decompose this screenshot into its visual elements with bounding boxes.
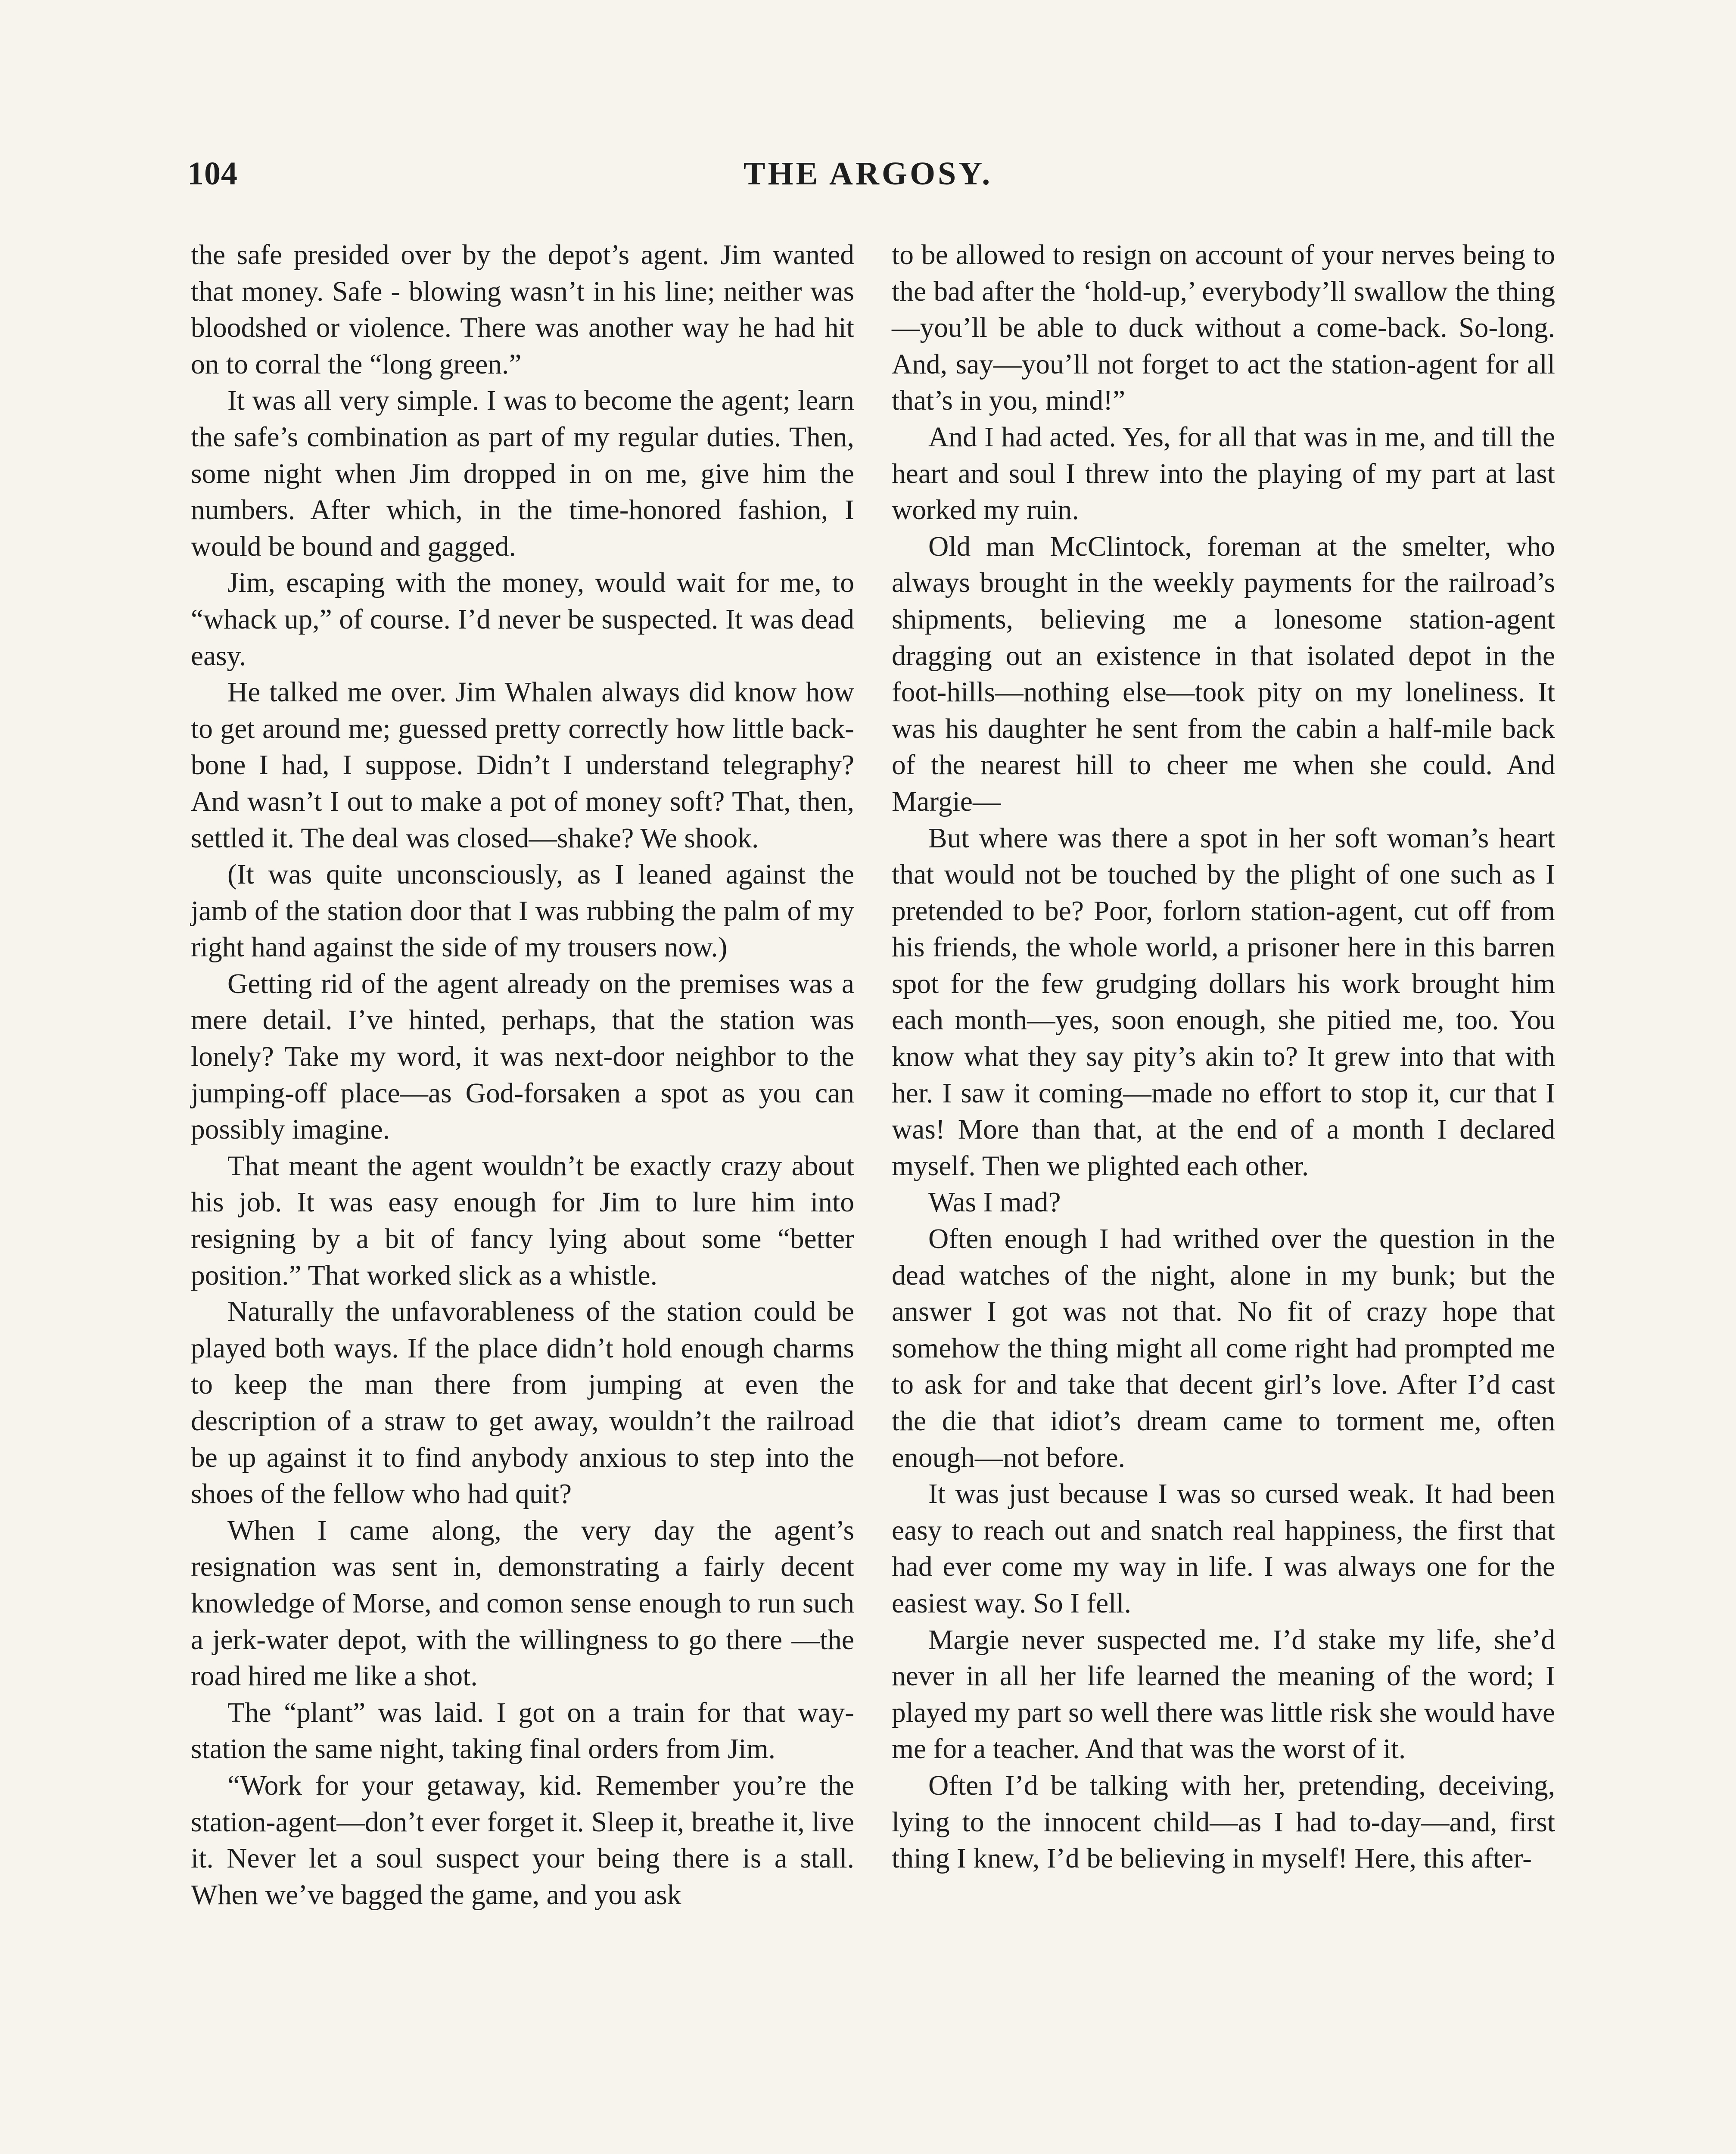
paragraph: It was all very simple. I was to become the agent; learn the safe’s combination as part of my regular duties. Then, some night when Jim dropped in on me, give him the numbers. After which, in the time-honored fashion, I would be bound and gagged. — [191, 385, 854, 562]
paragraph: Margie never suspected me. I’d stake my life, she’d never in all her life learned the meaning of the word; I played my part so well there was little risk she would have me for a teacher. And that was the worst of it. — [892, 1624, 1555, 1765]
paragraph: (It was quite unconsciously, as I leaned against the jamb of the station door that I was rubbing the palm of my right hand against the side of my trousers now.) — [191, 859, 854, 963]
paragraph: Naturally the unfavorableness of the station could be played both ways. If the place didn’t hold enough charms to keep the man there from jumping at even the description of a straw to get away, wouldn’t the railroad be up against it to find anybody anxious to step into the shoes of the fellow who had quit? — [191, 1296, 854, 1510]
paragraph: Getting rid of the agent already on the premises was a mere detail. I’ve hinted, perhaps, that the station was lonely? Take my word, it was next-door neighbor to the jumping-off place—as God-forsaken a spot as you can possibly imagine. — [191, 968, 854, 1145]
paragraph: Often I’d be talking with her, pretending, deceiving, lying to the innocent child—as I had to-day—and, first thing I knew, I’d be believing in myself! Here, this after- — [892, 1770, 1555, 1874]
paragraph: Often enough I had writhed over the question in the dead watches of the night, alone in my bunk; but the answer I got was not that. No fit of crazy hope that somehow the thing might all come right had prompted me to ask for and take that decent girl’s love. After I’d cast the die that idiot’s dream came to torment me, often enough—not before. — [892, 1223, 1555, 1473]
paragraph: Jim, escaping with the money, would wait for me, to “whack up,” of course. I’d never be suspected. It was dead easy. — [191, 567, 854, 672]
paragraph: to be allowed to resign on account of your nerves being to the bad after the ‘hold-up,’ everybody’ll swallow the thing—you’ll be able to duck without a come-back. So-long. And, say—you’ll not forget to act the station-agent for all that’s in you, mind!” — [892, 240, 1555, 417]
paragraph: He talked me over. Jim Whalen always did know how to get around me; guessed pretty correctly how little back-bone I had, I suppose. Didn’t I understand telegraphy? And wasn’t I out to make a pot of money soft? That, then, settled it. The deal was closed—shake? We shook. — [191, 677, 854, 854]
paragraph: Old man McClintock, foreman at the smelter, who always brought in the weekly payments for the railroad’s shipments, believing me a lonesome station-agent dragging out an existence in that isolated depot in the foot-hills—nothing else—took pity on my loneliness. It was his daughter he sent from the cabin a half-mile back of the nearest hill to cheer me when she could. And Margie— — [892, 531, 1555, 817]
left-column — [191, 237, 854, 1913]
paragraph: “Work for your getaway, kid. Remember you’re the station-agent—don’t ever forget it. Sleep it, breathe it, live it. Never let a soul suspect your being there is a stall. When we’ve bagged the game, and you ask — [191, 1770, 854, 1911]
paragraph: When I came along, the very day the agent’s resignation was sent in, demonstrating a fairly decent knowledge of Morse, and comon sense enough to run such a jerk-water depot, with the willingness to go there —the road hired me like a shot. — [191, 1515, 854, 1692]
page-number: 104 — [187, 156, 238, 192]
running-head: THE ARGOSY. — [743, 156, 993, 192]
right-column — [892, 237, 1555, 1877]
paragraph: Was I mad? — [928, 1187, 1061, 1218]
paragraph: the safe presided over by the depot’s agent. Jim wanted that money. Safe - blowing wasn’t in his line; neither was bloodshed or violence. There was another way he had hit on to corral the “long green.” — [191, 240, 854, 380]
paragraph: But where was there a spot in her soft woman’s heart that would not be touched by the plight of one such as I pretended to be? Poor, forlorn station-agent, cut off from his friends, the whole world, a prisoner here in this barren spot for the few grudging dollars his work brought him each month—yes, soon enough, she pitied me, too. You know what they say pity’s akin to? It grew into that with her. I saw it coming—made no effort to stop it, cur that I was! More than that, at the end of a month I declared myself. Then we plighted each other. — [892, 822, 1555, 1182]
paragraph: And I had acted. Yes, for all that was in me, and till the heart and soul I threw into the playing of my part at last worked my ruin. — [892, 421, 1555, 526]
paragraph: The “plant” was laid. I got on a train for that way-station the same night, taking final orders from Jim. — [191, 1697, 854, 1765]
page-header — [187, 146, 1549, 211]
paragraph: It was just because I was so cursed weak. It had been easy to reach out and snatch real happiness, the first that had ever come my way in life. I was always one for the easiest way. So I fell. — [892, 1479, 1555, 1619]
paragraph: That meant the agent wouldn’t be exactly crazy about his job. It was easy enough for Jim to lure him into resigning by a bit of fancy lying about some “better position.” That worked slick as a whistle. — [191, 1150, 854, 1291]
